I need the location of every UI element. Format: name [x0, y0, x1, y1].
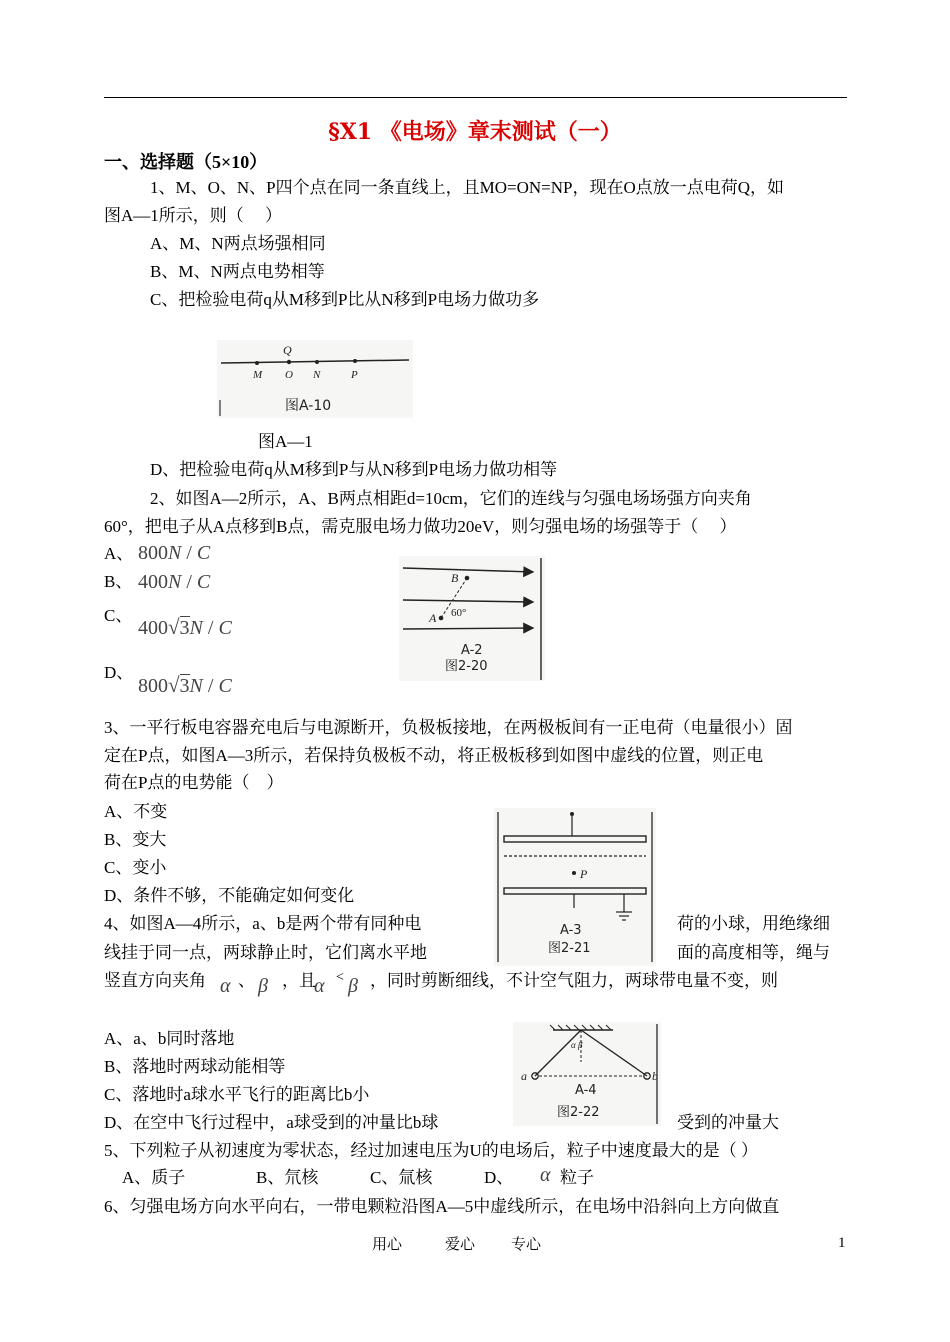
- q2-b-unit-c: C: [196, 571, 211, 593]
- q2-option-a-label: A、: [104, 544, 134, 563]
- q5-option-b: B、氘核: [256, 1168, 319, 1187]
- q1-option-a: A、M、N两点场强相同: [150, 234, 326, 253]
- q4-option-d-part1: D、在空中飞行过程中，a球受到的冲量比b球: [104, 1113, 439, 1132]
- q4-option-b: B、落地时两球动能相等: [104, 1057, 286, 1076]
- fig-a1-label-m: M: [253, 369, 263, 381]
- q2-c-sqrt-num: 3: [179, 617, 190, 639]
- q1-option-d: D、把检验电荷q从M移到P与从N移到P电场力做功相等: [150, 460, 558, 479]
- q2-c-number: 400: [138, 617, 168, 639]
- q5-option-c: C、氚核: [370, 1168, 433, 1187]
- fig-a3-fig: 图2-21: [548, 941, 591, 956]
- q3-option-b: B、变大: [104, 830, 167, 849]
- fig-a2-fig: 图2-20: [445, 659, 488, 674]
- q3-option-d: D、条件不够，不能确定如何变化: [104, 886, 355, 905]
- fig-a1-label-o: O: [285, 369, 293, 381]
- q2-a-number: 800: [138, 542, 168, 564]
- fig-a4-tag: A-4: [575, 1083, 597, 1098]
- q3-option-a: A、不变: [104, 802, 168, 821]
- q4-alpha-symbol: α: [220, 975, 231, 997]
- q2-b-number: 400: [138, 571, 168, 593]
- q6-stem: 6、匀强电场方向水平向右，一带电颗粒沿图A—5中虚线所示，在电场中沿斜向上方向做直: [104, 1197, 780, 1216]
- q5-alpha-symbol: α: [540, 1164, 551, 1186]
- sqrt-icon: √: [168, 673, 180, 697]
- fig-a2-label-b: B: [451, 571, 459, 585]
- page-title: §X1 《电场》章末测试（一）: [328, 119, 622, 145]
- q5-stem: 5、下列粒子从初速度为零状态，经过加速电压为U的电场后，粒子中速度最大的是（ ）: [104, 1141, 759, 1160]
- fig-a4-fig: 图2-22: [557, 1105, 600, 1120]
- q2-c-unit-sep: /: [202, 617, 219, 639]
- q5-option-d-label: D、: [484, 1168, 514, 1187]
- q2-option-b-value: [138, 571, 210, 594]
- fig-a1-label-p: P: [351, 369, 358, 381]
- fig-a1-label-n: N: [313, 369, 321, 381]
- q2-a-unit-c: C: [196, 542, 211, 564]
- q2-d-unit-c: C: [218, 675, 232, 697]
- figure-a1: [217, 340, 413, 418]
- q2-option-d-label: D、: [104, 663, 134, 682]
- q2-a-unit-sep: /: [181, 542, 197, 564]
- figure-a3: [494, 808, 656, 966]
- footer-slogan-2: 爱心: [445, 1237, 476, 1253]
- q2-d-unit-n: N: [189, 675, 203, 697]
- q4-comma: 、: [238, 971, 255, 990]
- q3-stem-line1: 3、一平行板电容器充电后与电源断开，负极板接地，在两极板间有一正电荷（电量很小）固: [104, 718, 793, 737]
- q2-option-a-value: [138, 542, 210, 565]
- q4-option-a: A、a、b同时落地: [104, 1029, 235, 1048]
- q3-option-c: C、变小: [104, 858, 167, 877]
- q4-stem-line2a: 线挂于同一点，两球静止时，它们离水平地: [104, 943, 427, 962]
- figure-a4: [513, 1022, 661, 1126]
- fig-a4-label-b: b: [652, 1069, 658, 1083]
- q3-stem-line2: 定在P点，如图A—3所示，若保持负极板不动，将正极板移到如图中虚线的位置，则正电: [104, 746, 764, 765]
- q2-d-number: 800: [138, 675, 168, 697]
- fig-a3-label-p: P: [580, 867, 588, 881]
- q4-stem-line3c: ，同时剪断细线，不计空气阻力，两球带电量不变，则: [370, 971, 778, 990]
- footer-slogan-3: 专心: [511, 1237, 542, 1253]
- q4-beta-symbol: β: [258, 975, 268, 997]
- q4-option-c: C、落地时a球水平飞行的距离比b小: [104, 1085, 370, 1104]
- q2-option-c-value: [138, 615, 232, 640]
- sqrt-icon: √: [168, 615, 180, 639]
- q1-stem-line1: 1、M、O、N、P四个点在同一条直线上，且MO=ON=NP，现在O点放一点电荷Q，如: [150, 178, 785, 197]
- q4-stem-line1a: 4、如图A—4所示，a、b是两个带有同种电: [104, 914, 422, 933]
- q4-stem-line3a: 竖直方向夹角: [104, 971, 206, 990]
- fig-a2-tag: A-2: [461, 643, 483, 658]
- q2-option-c-label: C、: [104, 606, 133, 625]
- q2-option-b-label: B、: [104, 572, 133, 591]
- q2-a-unit-n: N: [168, 542, 182, 564]
- fig-a2-angle: 60°: [451, 607, 467, 619]
- q1-stem-line2: 图A—1所示，则（ ）: [104, 206, 283, 225]
- q1-option-c: C、把检验电荷q从M移到P比从N移到P电场力做功多: [150, 290, 540, 309]
- q2-d-unit-sep: /: [202, 675, 219, 697]
- q4-stem-line2b: 面的高度相等，绳与: [677, 943, 830, 962]
- fig-a4-label-a: a: [521, 1069, 527, 1083]
- fig-a1-tag: 图A-10: [285, 398, 332, 414]
- q4-stem-line3b: ，且: [282, 971, 316, 990]
- q2-b-unit-sep: /: [181, 571, 197, 593]
- footer-slogan-1: 用心: [372, 1237, 403, 1253]
- q2-stem-line2: 60°，把电子从A点移到B点，需克服电场力做功20eV，则匀强电场的场强等于（ ）: [104, 517, 737, 536]
- q4-option-d-part2: 受到的冲量大: [677, 1113, 779, 1132]
- section-heading: 一、选择题（5×10）: [104, 152, 268, 172]
- q2-c-unit-n: N: [189, 617, 203, 639]
- q4-alpha-symbol-2: α: [314, 975, 325, 997]
- q2-b-unit-n: N: [168, 571, 182, 593]
- q5-option-a: A、质子: [122, 1168, 186, 1187]
- q5-option-d-text: 粒子: [560, 1168, 594, 1187]
- q4-less-than: <: [336, 970, 344, 985]
- q4-stem-line1b: 荷的小球，用绝缘细: [677, 914, 830, 933]
- q3-stem-line3: 荷在P点的电势能（ ）: [104, 773, 284, 792]
- fig-a4-angles: α β: [571, 1040, 583, 1050]
- q2-d-sqrt-num: 3: [179, 675, 190, 697]
- q2-stem-line1: 2、如图A—2所示，A、B两点相距d=10cm，它们的连线与匀强电场场强方向夹角: [150, 489, 752, 508]
- q1-option-b: B、M、N两点电势相等: [150, 262, 325, 281]
- figure-a1-caption: 图A—1: [258, 432, 313, 451]
- q2-c-unit-c: C: [218, 617, 232, 639]
- header-rule: [104, 97, 847, 98]
- page-number: 1: [838, 1235, 846, 1251]
- figure-a2: [399, 556, 545, 681]
- fig-a1-label-q: Q: [283, 343, 292, 357]
- q4-beta-symbol-2: β: [348, 975, 358, 997]
- fig-a3-tag: A-3: [560, 923, 582, 938]
- fig-a2-label-a: A: [429, 611, 437, 625]
- q2-option-d-value: [138, 673, 232, 698]
